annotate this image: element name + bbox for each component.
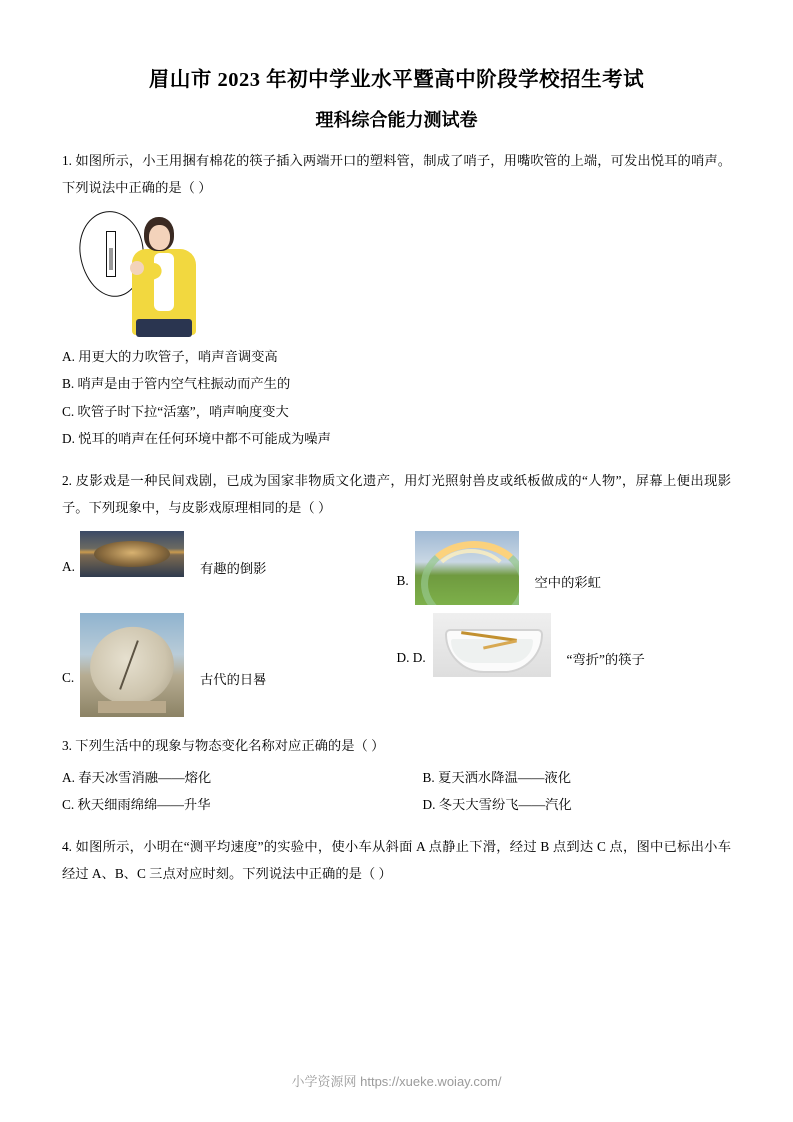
question-2-image-options (62, 531, 731, 717)
watermark: 小学资源网 https://xueke.woiay.com/ (291, 1074, 502, 1089)
question-2 (62, 468, 731, 521)
girl-pants-shape (136, 319, 192, 337)
girl-face-shape (149, 225, 170, 250)
option-b-caption: 空中的彩虹 (534, 574, 601, 590)
image-option-row-1 (62, 531, 731, 605)
sundial-photo (80, 613, 184, 717)
option-d-caption: “弯折”的筷子 (566, 651, 645, 667)
question-1-option-a[interactable]: A. 用更大的力吹管子，哨声音调变高 (62, 349, 278, 365)
question-2-option-d[interactable] (397, 613, 732, 677)
sundial-base (98, 701, 166, 713)
rainbow-photo (415, 531, 519, 605)
whistle-illustration (80, 209, 202, 337)
question-3 (62, 733, 731, 760)
question-3-option-a[interactable]: A. 春天冰雪消融——熔化 (62, 769, 212, 785)
question-3-option-b[interactable]: B. 夏天洒水降温——液化 (422, 769, 571, 785)
question-4-stem: 4. 如图所示，小明在“测平均速度”的实验中，使小车从斜面 A 点静止下滑，经过 B 点到达 C 点，图中已标出小车经过 A、B、C 三点对应时刻。下列说法中正确的是（ ） (62, 839, 731, 882)
water-surface (451, 639, 533, 663)
option-c-label: C. (62, 670, 75, 686)
question-2-stem: 2. 皮影戏是一种民间戏剧，已成为国家非物质文化遗产，用灯光照射兽皮或纸板做成的“人物”，屏幕上便出现影子。下列现象中，与皮影戏原理相同的是（ ） (62, 473, 731, 515)
question-3-option-c[interactable]: C. 秋天细雨绵绵——升华 (62, 797, 211, 813)
question-2-option-b[interactable] (397, 531, 732, 605)
chopstick-in-bowl-photo (433, 613, 551, 677)
question-2-option-c[interactable] (62, 613, 397, 717)
option-c-caption: 古代的日晷 (200, 671, 267, 687)
question-4 (62, 834, 731, 887)
sundial-disc (83, 619, 181, 713)
option-a-caption: 有趣的倒影 (200, 560, 267, 576)
question-1-stem: 1. 如图所示，小王用捆有棉花的筷子插入两端开口的塑料管，制成了哨子，用嘴吹管的上端，可发出悦耳的哨声。下列说法中正确的是（ ） (62, 153, 731, 195)
reflection-blob (94, 541, 170, 567)
question-1 (62, 148, 731, 201)
girl-shirt-shape (154, 253, 174, 311)
question-3-options (62, 764, 731, 819)
plastic-pipe-icon (106, 231, 116, 277)
question-1-options (62, 343, 731, 452)
question-3-stem: 3. 下列生活中的现象与物态变化名称对应正确的是（ ） (62, 738, 385, 754)
sunset-reflection-photo (80, 531, 184, 577)
page-title: 眉山市 2023 年初中学业水平暨高中阶段学校招生考试 (148, 69, 645, 91)
image-option-row-2 (62, 613, 731, 717)
option-a-label: A. (62, 559, 75, 575)
option-d-label: D. D. (396, 650, 426, 666)
page-subtitle: 理科综合能力测试卷 (315, 110, 478, 130)
question-1-option-c[interactable]: C. 吹管子时下拉“活塞”，哨声响度变大 (62, 403, 289, 419)
question-3-option-d[interactable]: D. 冬天大雪纷飞——汽化 (422, 797, 572, 813)
question-1-option-b[interactable]: B. 哨声是由于管内空气柱振动而产生的 (62, 376, 291, 392)
question-2-option-a[interactable] (62, 531, 397, 577)
option-b-label: B. (396, 573, 409, 589)
question-1-option-d[interactable]: D. 悦耳的哨声在任何环境中都不可能成为噪声 (62, 430, 331, 446)
